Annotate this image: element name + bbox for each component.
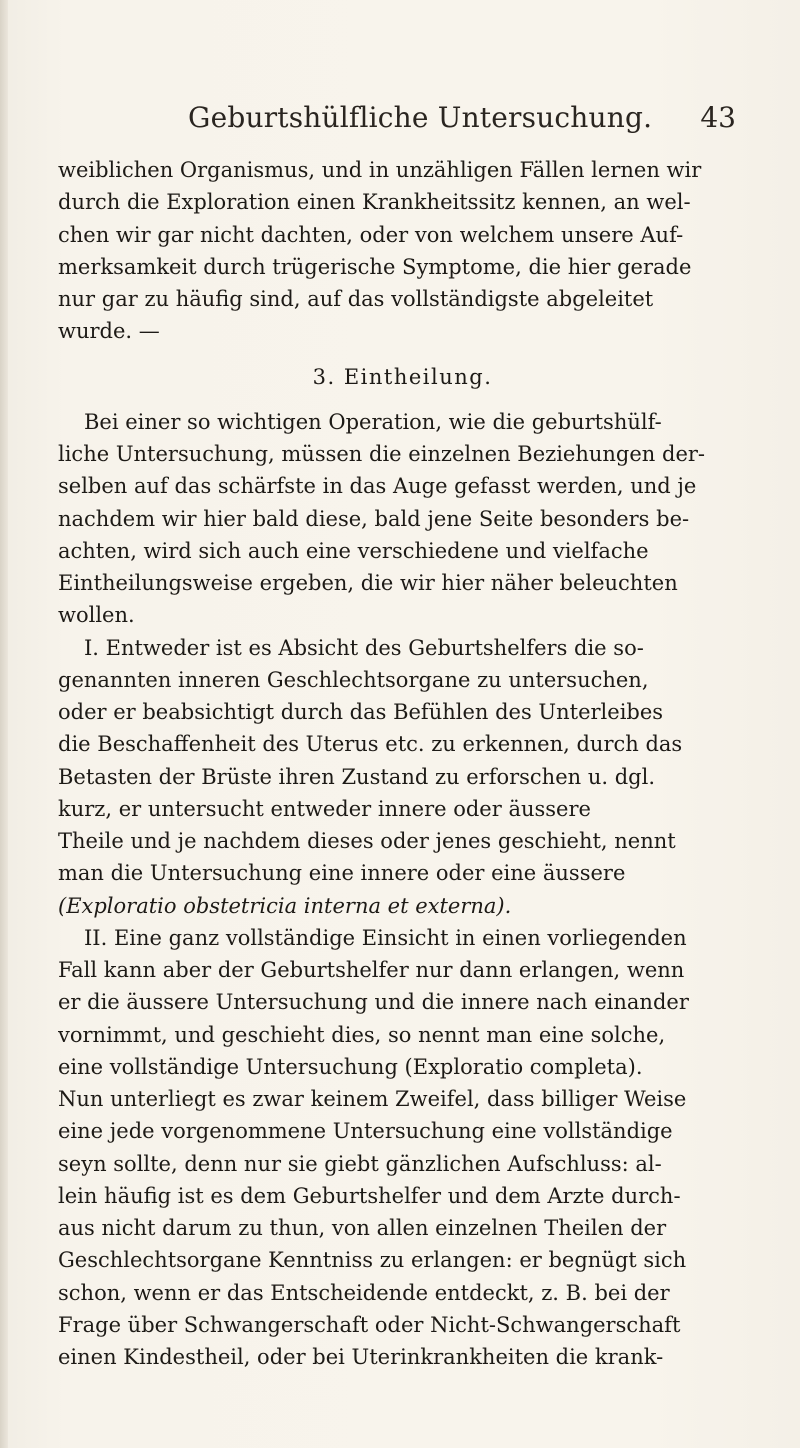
text-line: man die Untersuchung eine innere oder eine äussere [58, 861, 626, 886]
text-line: Frage über Schwangerschaft oder Nicht-Schwangerschaft [58, 1312, 681, 1337]
section-gap [58, 393, 747, 406]
text-line: Fall kann aber der Geburtshelfer nur dann erlangen, wenn [58, 958, 685, 982]
section-gap [58, 348, 747, 361]
text-line: eine jede vorgenommene Untersuchung eine vollständige [58, 1119, 673, 1144]
body-text [58, 154, 747, 1373]
text-line: wurde. — [58, 319, 160, 344]
section-heading: 3. Eintheilung. [312, 364, 493, 389]
running-title: Geburtshülfliche Untersuchung. [188, 101, 653, 134]
text-line: nur gar zu häufig sind, auf das vollständigste abgeleitet [58, 287, 654, 311]
text-line: Theile und je nachdem dieses oder jenes geschieht, nennt [58, 829, 676, 853]
text-line: (Exploratio obstetricia interna et externa). [58, 893, 512, 918]
text-line: liche Untersuchung, müssen die einzelnen Beziehungen der- [58, 442, 706, 466]
text-line: seyn sollte, denn nur sie giebt gänzlichen Aufschluss: al- [58, 1151, 662, 1176]
page-header [0, 98, 800, 146]
text-line: oder er beabsichtigt durch das Befühlen des Unterleibes [58, 700, 664, 724]
text-line: I. Entweder ist es Absicht des Geburtshelfers die so- [84, 635, 644, 660]
text-line: genannten inneren Geschlechtsorgane zu untersuchen, [58, 667, 649, 692]
text-line: er die äussere Untersuchung und die innere nach einander [58, 990, 689, 1015]
text-line: Bei einer so wichtigen Operation, wie die geburtshülf- [84, 409, 662, 434]
text-line: Eintheilungsweise ergeben, die wir hier näher beleuchten [58, 571, 678, 595]
text-line: lein häufig ist es dem Geburtshelfer und dem Arzte durch- [58, 1183, 681, 1208]
text-line: eine vollständige Untersuchung (Exploratio completa). [58, 1054, 643, 1079]
page-number: 43 [700, 101, 736, 134]
page-gutter [0, 0, 8, 1448]
text-line: wollen. [58, 603, 135, 628]
text-line: aus nicht darum zu thun, von allen einzelnen Theilen der [58, 1216, 667, 1240]
text-line: nachdem wir hier bald diese, bald jene Seite besonders be- [58, 506, 690, 531]
text-line: weiblichen Organismus, und in unzähligen Fällen lernen wir [58, 158, 702, 182]
text-line: vornimmt, und geschieht dies, so nennt man eine solche, [58, 1022, 666, 1047]
text-line: kurz, er untersucht entweder innere oder äussere [58, 796, 591, 821]
text-line: selben auf das schärfste in das Auge gefasst werden, und je [58, 474, 697, 499]
text-line: Nun unterliegt es zwar keinem Zweifel, dass billiger Weise [58, 1087, 687, 1111]
text-line: II. Eine ganz vollständige Einsicht in einen vorliegenden [84, 925, 687, 950]
text-line: chen wir gar nicht dachten, oder von welchem unsere Auf- [58, 222, 684, 247]
text-line: einen Kindestheil, oder bei Uterinkrankheiten die krank- [58, 1345, 664, 1369]
text-line: die Beschaffenheit des Uterus etc. zu erkennen, durch das [58, 732, 683, 757]
text-line: durch die Exploration einen Krankheitssitz kennen, an wel- [58, 190, 691, 215]
text-line: merksamkeit durch trügerische Symptome, die hier gerade [58, 254, 692, 279]
text-line: Betasten der Brüste ihren Zustand zu erforschen u. dgl. [58, 764, 655, 789]
text-line: Geschlechtsorgane Kenntniss zu erlangen: er begnügt sich [58, 1248, 687, 1273]
text-line: schon, wenn er das Entscheidende entdeckt, z. B. bei der [58, 1280, 670, 1305]
text-line: achten, wird sich auch eine verschiedene und vielfache [58, 538, 649, 563]
